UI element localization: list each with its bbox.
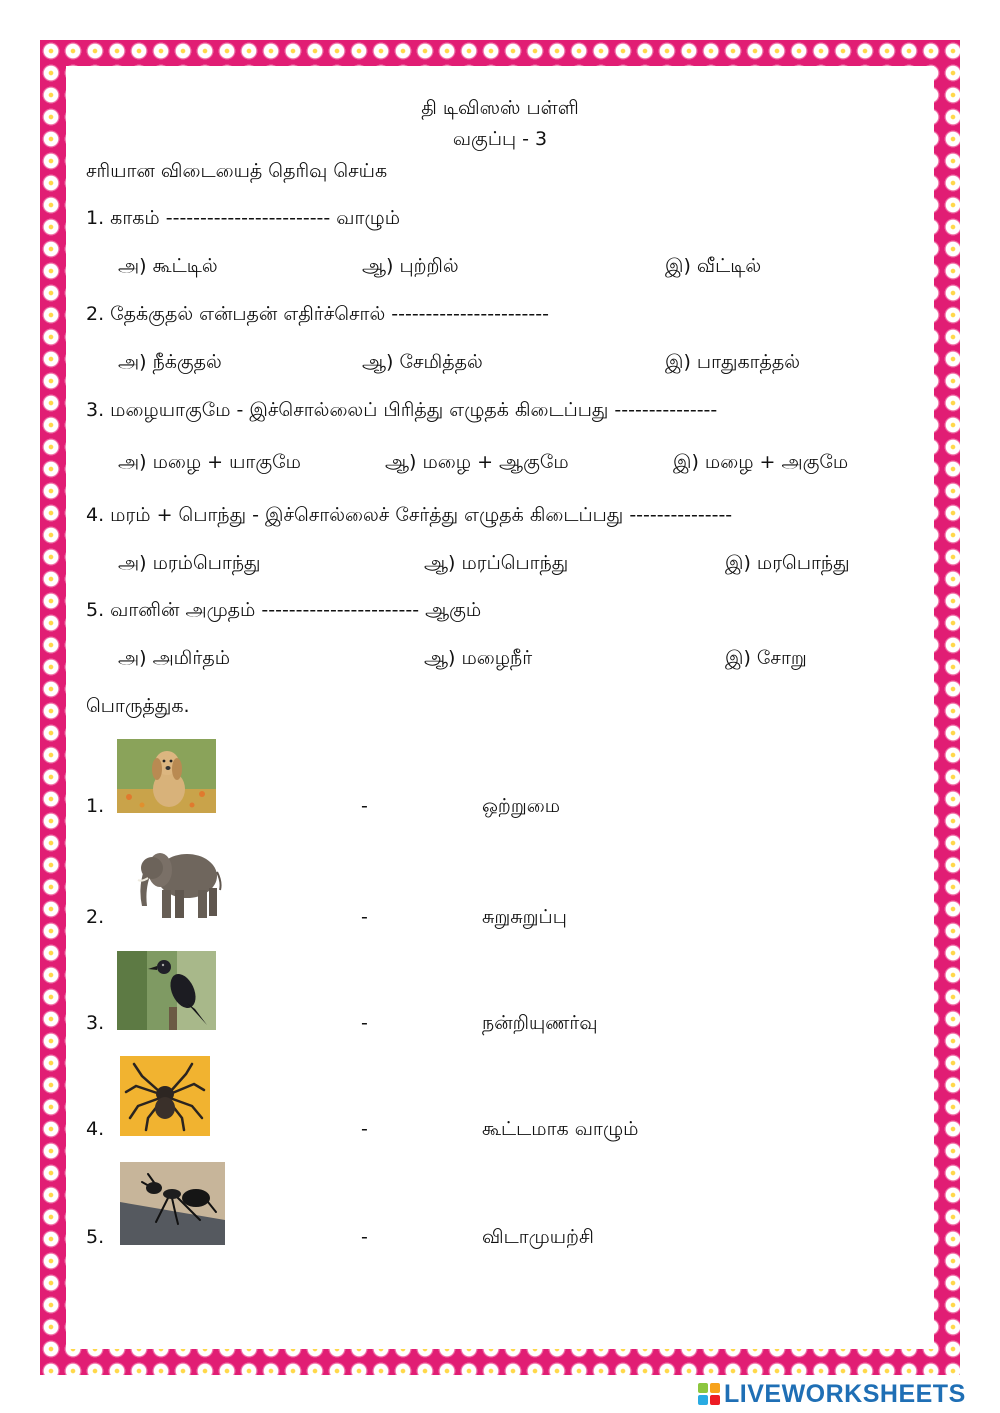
match-number-5: 5. — [86, 1226, 105, 1248]
q1-option-b[interactable]: ஆ) புற்றில் — [362, 255, 459, 277]
match-number-1: 1. — [86, 795, 105, 817]
q3-option-a[interactable]: அ) மழை + யாகுமே — [118, 451, 301, 473]
q2-option-b[interactable]: ஆ) சேமித்தல் — [362, 351, 483, 373]
match-answer-3[interactable]: நன்றியுணர்வு — [482, 1012, 598, 1034]
match-heading: பொருத்துக. — [86, 695, 190, 717]
crow-picture[interactable] — [117, 951, 216, 1030]
grade-label: வகுப்பு - 3 — [452, 128, 548, 150]
q1-option-c[interactable]: இ) வீட்டில் — [665, 255, 762, 277]
q3-option-b[interactable]: ஆ) மழை + ஆகுமே — [385, 451, 569, 473]
instruction-heading: சரியான விடையைத் தெரிவு செய்க — [86, 160, 388, 182]
dog-picture[interactable] — [117, 739, 216, 813]
match-number-3: 3. — [86, 1012, 105, 1034]
q5-option-c[interactable]: இ) சோறு — [725, 647, 807, 669]
match-dash-3: - — [361, 1012, 368, 1034]
q3-option-c[interactable]: இ) மழை + அகுமே — [673, 451, 849, 473]
question-1: 1. காகம் ------------------------ வாழும் — [86, 207, 401, 229]
match-number-2: 2. — [86, 906, 105, 928]
logo-mark-icon — [698, 1383, 720, 1405]
match-answer-4[interactable]: கூட்டமாக வாழும் — [482, 1118, 639, 1140]
match-answer-2[interactable]: சுறுசுறுப்பு — [482, 906, 567, 928]
match-number-4: 4. — [86, 1118, 105, 1140]
q4-option-a[interactable]: அ) மரம்பொந்து — [118, 552, 261, 574]
logo-text: LIVEWORKSHEETS — [724, 1379, 966, 1408]
match-dash-5: - — [361, 1226, 368, 1248]
match-answer-1[interactable]: ஒற்றுமை — [482, 795, 561, 817]
ant-picture[interactable] — [120, 1162, 225, 1245]
q5-option-a[interactable]: அ) அமிர்தம் — [118, 647, 230, 669]
q2-option-c[interactable]: இ) பாதுகாத்தல் — [665, 351, 801, 373]
question-5: 5. வானின் அமுதம் ----------------------- ஆகும் — [86, 599, 482, 621]
q4-option-c[interactable]: இ) மரபொந்து — [725, 552, 850, 574]
q1-option-a[interactable]: அ) கூட்டில் — [118, 255, 218, 277]
q4-option-b[interactable]: ஆ) மரப்பொந்து — [424, 552, 569, 574]
match-dash-1: - — [361, 795, 368, 817]
school-name: தி டிவிஸஸ் பள்ளி — [421, 97, 579, 119]
q5-option-b[interactable]: ஆ) மழைநீர் — [424, 647, 533, 669]
spider-picture[interactable] — [120, 1056, 210, 1136]
liveworksheets-logo[interactable] — [698, 1378, 966, 1410]
match-dash-4: - — [361, 1118, 368, 1140]
match-dash-2: - — [361, 906, 368, 928]
elephant-picture[interactable] — [132, 838, 227, 923]
q2-option-a[interactable]: அ) நீக்குதல் — [118, 351, 222, 373]
question-2: 2. தேக்குதல் என்பதன் எதிர்ச்சொல் ----------------------- — [86, 303, 549, 325]
question-4: 4. மரம் + பொந்து - இச்சொல்லைச் சேர்த்து எழுதக் கிடைப்பது --------------- — [86, 504, 733, 526]
question-3: 3. மழையாகுமே - இச்சொல்லைப் பிரித்து எழுதக் கிடைப்பது --------------- — [86, 399, 718, 421]
match-answer-5[interactable]: விடாமுயற்சி — [482, 1226, 594, 1248]
